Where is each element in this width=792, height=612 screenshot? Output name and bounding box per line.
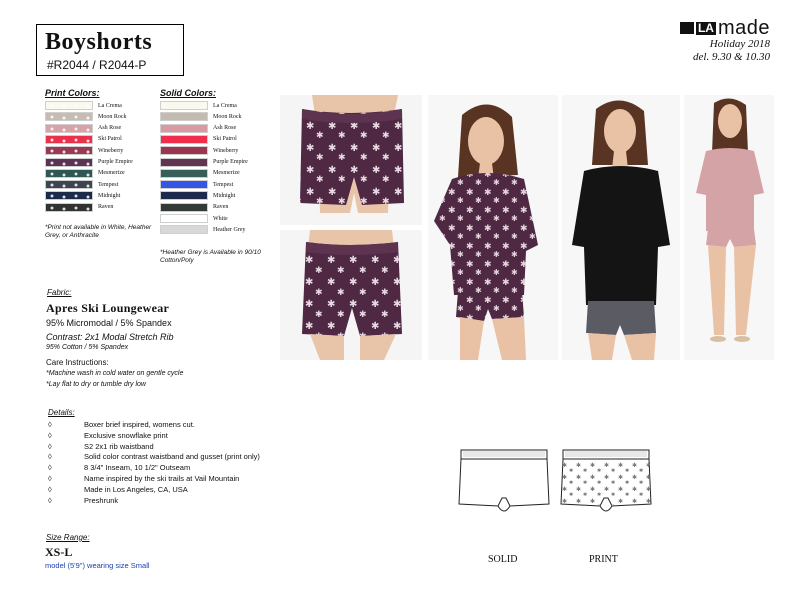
bullet-diamond-icon: ◊ (48, 441, 52, 451)
bullet-diamond-icon: ◊ (48, 430, 52, 440)
bullet-diamond-icon: ◊ (48, 495, 52, 505)
color-swatch (45, 191, 93, 200)
detail-item (48, 474, 239, 483)
color-name: Mesmerize (98, 170, 125, 177)
print-color-row (45, 203, 113, 212)
solid-color-row (160, 135, 237, 144)
detail-item (48, 463, 190, 472)
print-color-row (45, 191, 120, 200)
print-colors-heading: Print Colors: (45, 88, 100, 98)
color-name: Tempest (98, 181, 119, 188)
flat-label-print: PRINT (589, 554, 618, 565)
care-heading: Care Instructions: (46, 358, 109, 367)
logo-word: made (717, 17, 770, 39)
size-heading: Size Range: (46, 533, 90, 542)
solid-colors-heading: Solid Colors: (160, 88, 216, 98)
print-color-row (45, 146, 123, 155)
color-swatch (160, 135, 208, 144)
bullet-diamond-icon: ◊ (48, 484, 52, 494)
solid-flat-drawing (458, 448, 550, 518)
shorts-front-image (280, 95, 422, 225)
bullet-diamond-icon: ◊ (48, 474, 52, 483)
model-rose-image (684, 95, 774, 360)
bullet-diamond-icon: ◊ (48, 452, 52, 462)
color-swatch (45, 146, 93, 155)
page-title: Boyshorts (45, 29, 153, 55)
model-solid-image (562, 95, 680, 360)
detail-item (48, 442, 154, 451)
model-photo-solid-set (562, 95, 680, 360)
color-name: Heather Grey (213, 226, 246, 233)
title-box (36, 24, 184, 76)
solid-color-row (160, 101, 237, 110)
brand-logo (680, 18, 770, 38)
fabric-heading: Fabric: (47, 288, 72, 297)
care-line-1: *Machine wash in cold water on gentle cycle (46, 370, 184, 377)
solid-color-row (160, 124, 236, 133)
fabric-contrast-content: 95% Cotton / 5% Spandex (46, 344, 129, 351)
color-name: Tempest (213, 181, 234, 188)
color-name: Wineberry (98, 147, 124, 154)
color-swatch (160, 191, 208, 200)
color-swatch (45, 169, 93, 178)
details-heading: Details: (48, 408, 75, 417)
color-name: Ski Patrol (213, 136, 237, 143)
print-color-row (45, 124, 121, 133)
print-color-row (45, 158, 133, 167)
color-swatch (160, 169, 208, 178)
size-range: XS-L (45, 545, 73, 559)
print-flat-drawing (560, 448, 652, 518)
model-photo-print-set (428, 95, 558, 360)
solid-color-row (160, 225, 245, 234)
print-color-row (45, 112, 127, 121)
detail-text: Solid color contrast waistband and gusset (print only) (84, 452, 260, 462)
solid-color-row (160, 112, 242, 121)
flat-sketch-solid (458, 448, 550, 518)
color-swatch (160, 203, 208, 212)
solid-colors-note: *Heather Grey is Available in 90/10 Cotton/Poly (160, 249, 261, 264)
detail-text: Name inspired by the ski trails at Vail Mountain (84, 474, 240, 483)
solid-color-row (160, 203, 228, 212)
fabric-name: Apres Ski Loungewear (46, 301, 170, 315)
solid-color-row (160, 214, 228, 223)
color-name: Midnight (98, 192, 121, 199)
color-swatch (45, 135, 93, 144)
color-name: Purple Empire (98, 159, 133, 165)
color-name: Midnight (213, 192, 236, 199)
logo-letters: LA (697, 20, 714, 35)
brand-block (680, 18, 770, 64)
detail-text: S2 2x1 rib waistband (84, 441, 154, 451)
color-name: Raven (213, 204, 229, 211)
detail-item (48, 431, 168, 440)
color-name: Raven (98, 204, 114, 211)
color-name: Moon Rock (213, 113, 242, 120)
detail-item (48, 485, 188, 494)
color-swatch (45, 180, 93, 189)
color-swatch (160, 146, 208, 155)
detail-text: Preshrunk (84, 495, 119, 505)
care-line-2: *Lay flat to dry or tumble dry low (46, 381, 146, 388)
color-name: Wineberry (213, 147, 239, 154)
color-name: Ash Rose (98, 125, 122, 132)
color-name: Mesmerize (213, 170, 240, 177)
color-swatch (45, 203, 93, 212)
color-swatch (45, 124, 93, 133)
color-name: Ski Patrol (98, 136, 122, 143)
color-swatch (160, 180, 208, 189)
color-swatch (160, 214, 208, 223)
color-swatch (160, 112, 208, 121)
model-note: model (5'9") wearing size Small (45, 561, 150, 570)
color-name: White (213, 215, 228, 222)
flat-sketch-print (560, 448, 652, 518)
bullet-diamond-icon: ◊ (48, 420, 52, 429)
color-swatch (45, 112, 93, 121)
detail-item (48, 452, 260, 461)
color-swatch (160, 101, 208, 110)
color-swatch (160, 225, 208, 234)
print-color-row (45, 169, 125, 178)
color-name: Purple Empire (213, 159, 248, 165)
print-color-row (45, 180, 118, 189)
color-name: Ash Rose (213, 125, 237, 132)
fabric-contrast: Contrast: 2x1 Modal Stretch Rib (46, 332, 174, 342)
color-swatch (45, 101, 93, 110)
product-photo-shorts-front (280, 95, 422, 225)
flat-label-solid: SOLID (488, 554, 518, 565)
brand-delivery: del. 9.30 & 10.30 (693, 51, 770, 63)
color-name: La Crema (213, 102, 237, 109)
print-color-row (45, 135, 122, 144)
detail-text: 8 3/4" Inseam, 10 1/2" Outseam (84, 463, 191, 473)
solid-color-row (160, 169, 240, 178)
solid-color-row (160, 158, 248, 167)
style-codes: #R2044 / R2044-P (47, 58, 147, 72)
solid-color-row (160, 180, 233, 189)
model-print-image (428, 95, 558, 360)
brand-season: Holiday 2018 (709, 38, 770, 50)
solid-color-row (160, 146, 238, 155)
solid-color-row (160, 191, 235, 200)
color-name: La Crema (98, 102, 122, 109)
bullet-diamond-icon: ◊ (48, 463, 52, 473)
detail-text: Boxer brief inspired, womens cut. (84, 420, 195, 429)
detail-item (48, 420, 195, 429)
detail-item (48, 496, 118, 505)
shorts-back-image (280, 230, 422, 360)
print-color-row (45, 101, 122, 110)
logo-mark-icon (680, 22, 694, 34)
fabric-content: 95% Micromodal / 5% Spandex (46, 318, 172, 328)
color-swatch (160, 158, 208, 167)
product-photo-shorts-back (280, 230, 422, 360)
color-name: Moon Rock (98, 113, 127, 120)
color-swatch (45, 158, 93, 167)
model-photo-rose-set (684, 95, 774, 360)
detail-text: Exclusive snowflake print (84, 430, 168, 440)
print-colors-note: *Print not available in White, Heather Grey, or Anthracite (45, 224, 152, 239)
color-swatch (160, 124, 208, 133)
detail-text: Made in Los Angeles, CA, USA (84, 484, 188, 494)
